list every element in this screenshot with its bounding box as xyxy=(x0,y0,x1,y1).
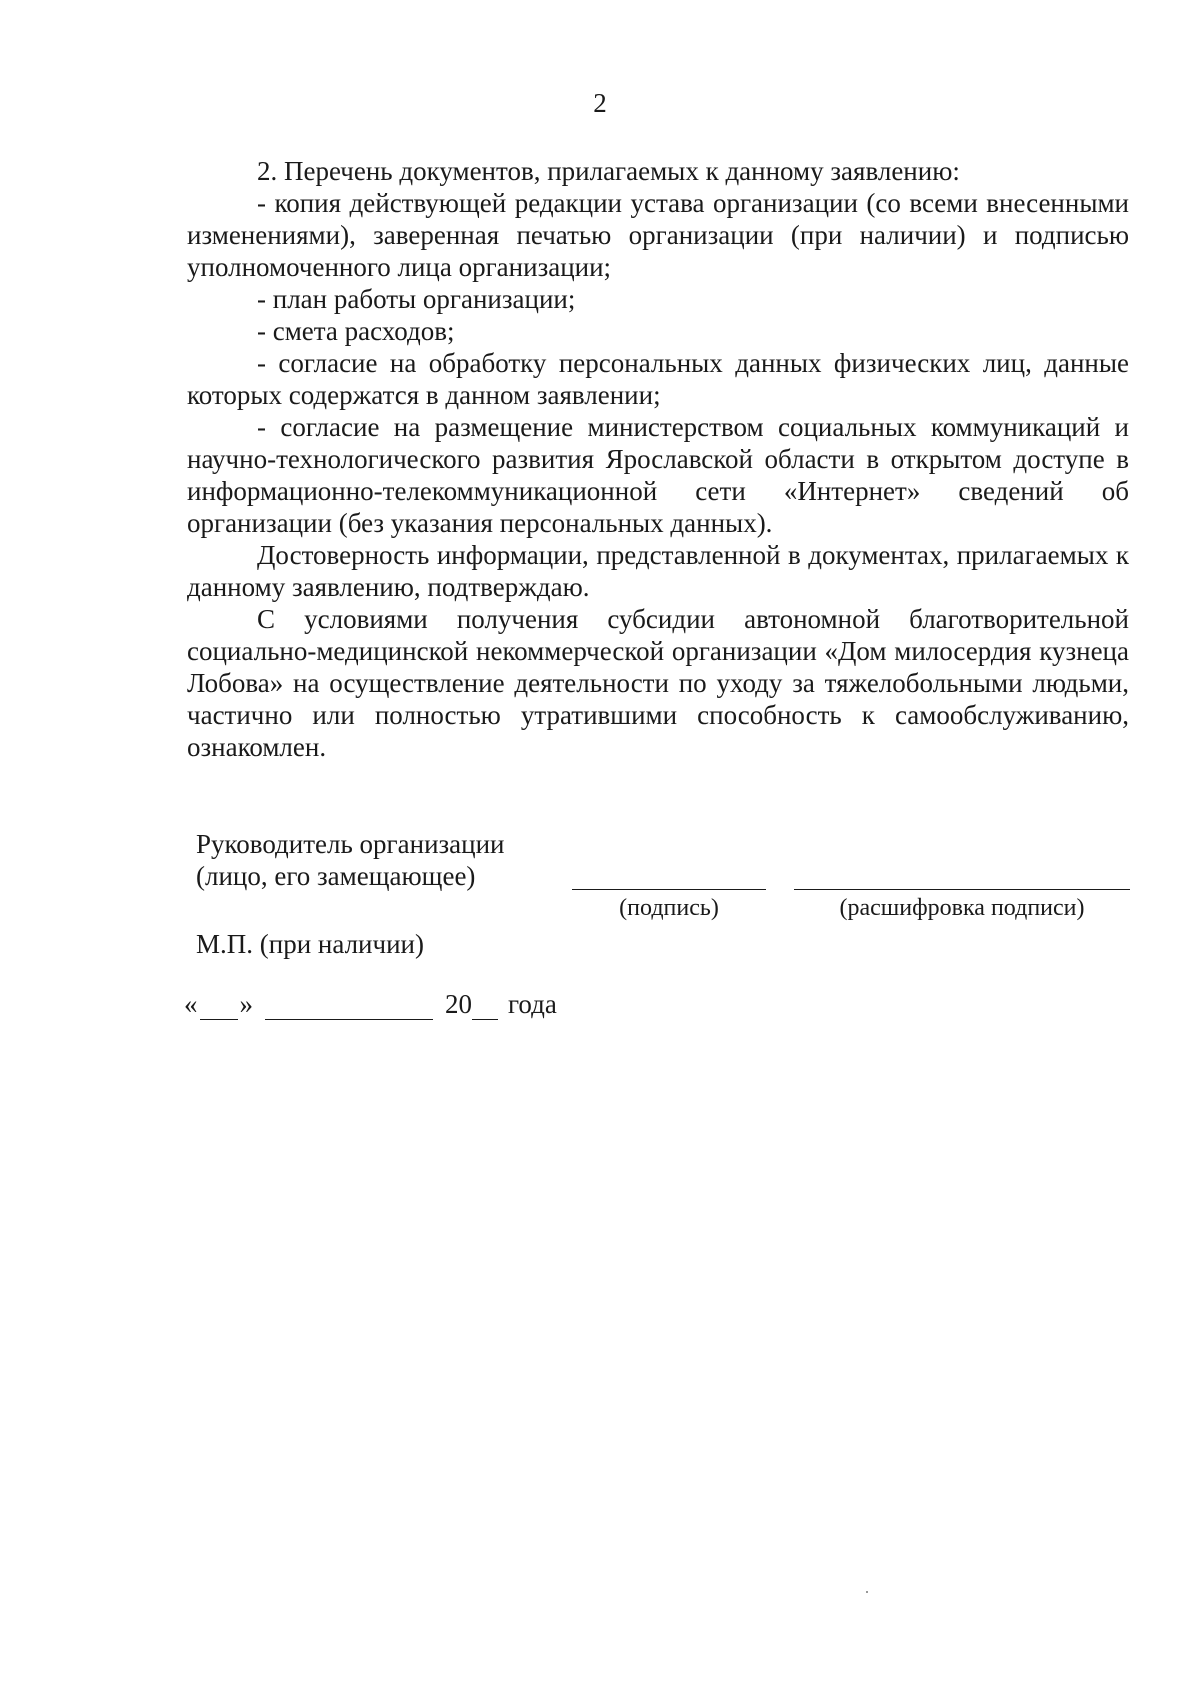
date-century: 20 xyxy=(445,989,472,1019)
signature-block xyxy=(184,828,1136,1048)
paragraph-accuracy-confirmation: Достоверность информации, представленной в документах, прилагаемых к данному заявлению, подтверждаю. xyxy=(187,540,1129,602)
scan-speck xyxy=(866,1591,868,1593)
signature-decoding-caption: (расшифровка подписи) xyxy=(839,895,1085,921)
signature-caption: (подпись) xyxy=(619,895,719,921)
date-open-quote: « xyxy=(184,989,198,1019)
document-body xyxy=(187,155,1129,763)
signatory-role-line1: Руководитель организации xyxy=(196,829,505,859)
paragraph-subsidy-conditions: С условиями получения субсидии автономной благотворительной социально-медицинской некоммерческой организации «Дом милосердия кузнеца Лобова» на осуществление деятельности по уходу за тяжелобольными людьми, частично или полностью утратившими способность к самообслуживанию, ознакомлен. xyxy=(187,604,1129,762)
date-line xyxy=(184,988,557,1020)
signatory-role-line2: (лицо, его замещающее) xyxy=(196,861,476,891)
date-year-word: года xyxy=(508,989,557,1019)
paragraph-publication-consent: - согласие на размещение министерством социальных коммуникаций и научно-технологического развития Ярославской области в открытом доступе в информационно-телекоммуникационной сети «Интернет» сведений об организации (без указания персональных данных). xyxy=(187,412,1129,538)
paragraph-cost-estimate: - смета расходов; xyxy=(257,316,455,346)
paragraph-personal-data-consent: - согласие на обработку персональных данных физических лиц, данные которых содержатся в данном заявлении; xyxy=(187,348,1129,410)
paragraph-work-plan: - план работы организации; xyxy=(257,284,576,314)
paragraph-charter-copy: - копия действующей редакции устава организации (со всеми внесенными изменениями), заверенная печатью организации (при наличии) и подписью уполномоченного лица организации; xyxy=(187,188,1129,282)
day-blank xyxy=(200,997,238,1020)
signature-line xyxy=(572,889,766,890)
page-number: 2 xyxy=(593,88,607,118)
paragraph-documents-list-heading: 2. Перечень документов, прилагаемых к данному заявлению: xyxy=(257,156,960,186)
signature-decoding-line xyxy=(794,889,1130,890)
date-close-quote: » xyxy=(239,989,253,1019)
month-blank xyxy=(265,997,433,1020)
stamp-placeholder: М.П. (при наличии) xyxy=(196,929,424,959)
year-blank xyxy=(472,997,498,1020)
